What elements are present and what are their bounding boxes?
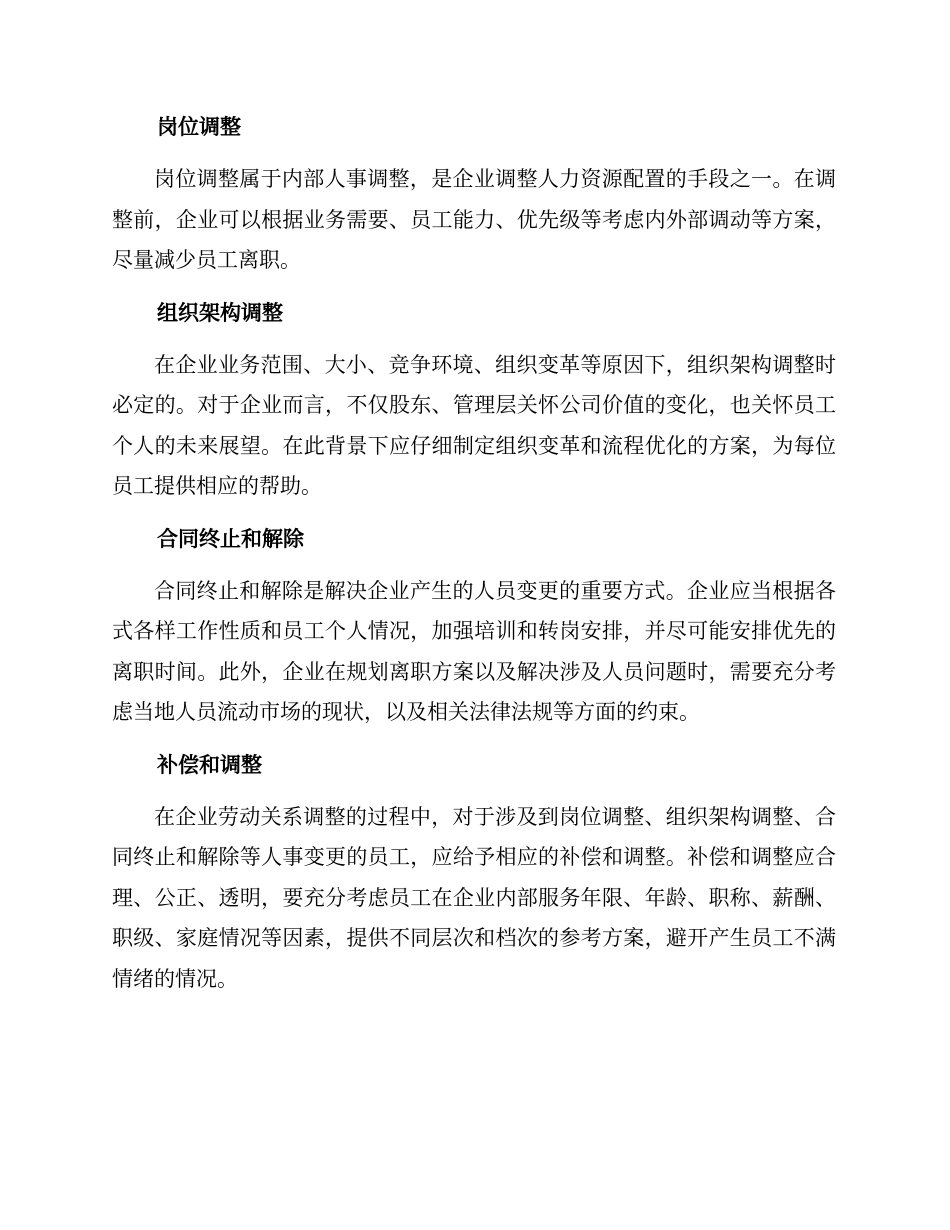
section-heading-position-adjustment: 岗位调整 <box>157 115 241 139</box>
document-page <box>112 106 836 1010</box>
section-body-compensation-adjustment: 在企业劳动关系调整的过程中，对于涉及到岗位调整、组织架构调整、合同终止和解除等人事变更的员工，应给予相应的补偿和调整。补偿和调整应合理、公正、透明，要充分考虑员工在企业内部服务年限、年龄、职称、薪酬、职级、家庭情况等因素，提供不同层次和档次的参考方案，避开产生员工不满情绪的情况。 <box>112 804 836 991</box>
section-body-position-adjustment: 岗位调整属于内部人事调整，是企业调整人力资源配置的手段之一。在调整前，企业可以根据业务需要、员工能力、优先级等考虑内外部调动等方案，尽量减少员工离职。 <box>112 167 836 272</box>
section-heading-compensation-adjustment: 补偿和调整 <box>157 752 262 777</box>
section-heading-contract-termination: 合同终止和解除 <box>157 526 304 551</box>
section-heading-org-structure-adjustment: 组织架构调整 <box>157 300 283 325</box>
section-body-org-structure-adjustment: 在企业业务范围、大小、竞争环境、组织变革等原因下，组织架构调整时必定的。对于企业而言，不仅股东、管理层关怀公司价值的变化，也关怀员工个人的未来展望。在此背景下应仔细制定组织变革和流程优化的方案，为每位员工提供相应的帮助。 <box>112 352 836 498</box>
section-body-contract-termination: 合同终止和解除是解决企业产生的人员变更的重要方式。企业应当根据各式各样工作性质和员工个人情况，加强培训和转岗安排，并尽可能安排优先的离职时间。此外，企业在规划离职方案以及解决涉及人员问题时，需要充分考虑当地人员流动市场的现状，以及相关法律法规等方面的约束。 <box>112 578 836 724</box>
